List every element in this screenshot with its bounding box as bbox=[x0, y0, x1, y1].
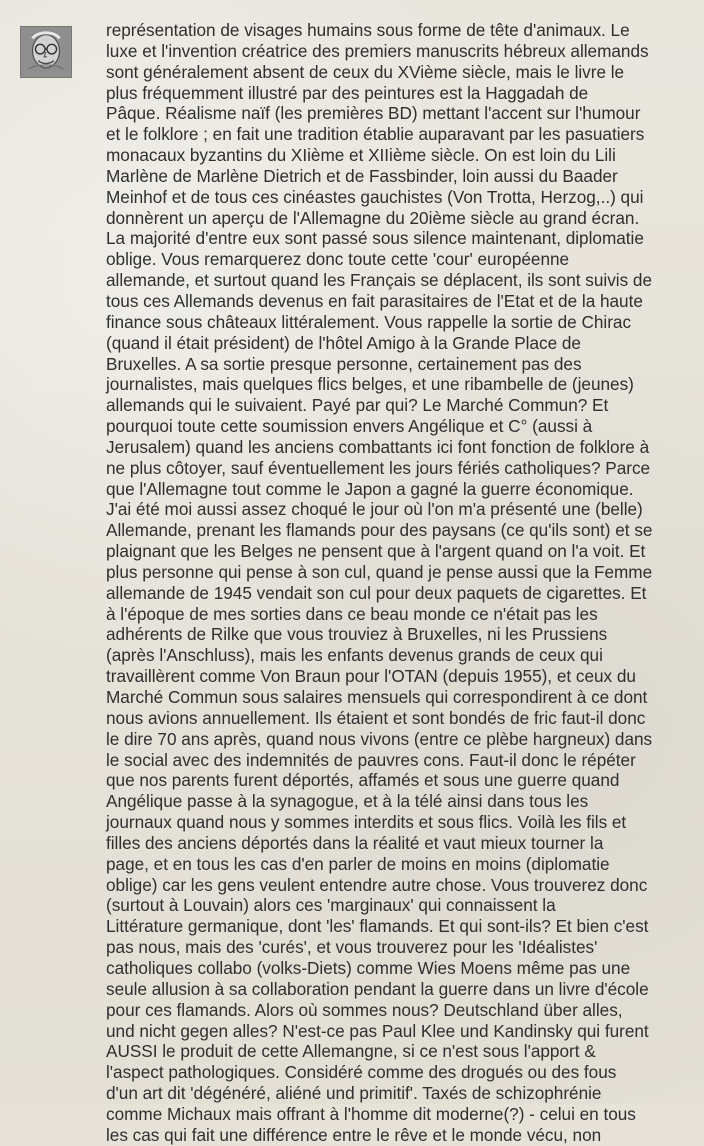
text-line: Marché Commun sous salaires mensuels qui correspondirent à ce dont bbox=[106, 687, 648, 707]
author-avatar bbox=[20, 26, 72, 78]
text-line: sont généralement absent de ceux du XVième siècle, mais le livre le bbox=[106, 61, 625, 82]
text-line: filles des anciens déportés dans la réalité et vaut mieux tourner la bbox=[106, 832, 604, 853]
text-line: pourquoi toute cette soumission envers Angélique et C° (aussi à bbox=[106, 416, 593, 437]
text-line: pour ces flamands. Alors où sommes nous? Deutschland über alles, bbox=[106, 999, 623, 1020]
text-line: page, et en tous les cas d'en parler de moins en moins (diplomatie bbox=[106, 853, 610, 874]
text-line: (après l'Anschluss), mais les enfants devenus grands de ceux qui bbox=[106, 645, 603, 666]
text-line: finance sous châteaux littéralement. Vous rappelle la sortie de Chirac bbox=[106, 311, 632, 332]
text-line: plus personne qui pense à son cul, quand je pense aussi que la Femme bbox=[106, 561, 653, 582]
text-line: Meinhof et de tous ces cinéastes gauchistes (Von Trotta, Herzog,..) qui bbox=[106, 186, 644, 207]
text-line: oblige) car les gens veulent entendre autre chose. Vous trouverez donc bbox=[106, 874, 648, 895]
text-line: (surtout à Louvain) alors ces 'marginaux' qui connaissent la bbox=[106, 895, 556, 916]
text-line: journalistes, mais quelques flics belges, et une ribambelle de (jeunes) bbox=[106, 374, 634, 395]
text-line: allemande de 1945 vendait son cul pour deux paquets de cigarettes. Et bbox=[106, 582, 647, 603]
text-line: Marlène de Marlène Dietrich et de Fassbinder, loin aussi du Baader bbox=[106, 165, 618, 186]
text-line: La majorité d'entre eux sont passé sous silence maintenant, diplomatie bbox=[106, 228, 644, 249]
text-line: tous ces Allemands devenus en fait parasitaires de l'Etat et de la haute bbox=[106, 290, 643, 311]
text-line: d'un art dit 'dégénéré, aliéné und primitif'. Taxés de schizophrénie bbox=[106, 1083, 602, 1104]
text-line: le social avec des indemnités de pauvres cons. Faut-il donc le répéter bbox=[106, 749, 636, 770]
text-line: et le folklore ; en fait une tradition établie auparavant par les pasuatiers bbox=[106, 124, 645, 145]
text-line: catholiques collabo (volks-Diets) comme Wies Moens même pas une bbox=[106, 957, 631, 978]
text-line: représentation de visages humains sous forme de tête d'animaux. Le bbox=[106, 20, 630, 40]
text-line: adhérents de Rilke que vous trouviez à Bruxelles, ni les Prussiens bbox=[106, 624, 608, 645]
text-line: Jerusalem) quand les anciens combattants ici font fonction de folklore à bbox=[106, 436, 650, 457]
text-line: Bruxelles. A sa sortie presque personne, certainement pas des bbox=[106, 353, 582, 374]
text-line: allemands qui le suivaient. Payé par qui? Le Marché Commun? Et bbox=[106, 395, 609, 416]
text-line: le dire 70 ans après, quand nous vivons (entre ce plèbe hargneux) dans bbox=[106, 728, 653, 749]
text-line: plaignant que les Belges ne pensent que à l'argent quand on l'a voit. Et bbox=[106, 541, 646, 562]
text-line: donnèrent un aperçu de l'Allemagne du 20ième siècle au grand écran. bbox=[106, 207, 640, 228]
text-line: seule allusion à sa collaboration pendant la guerre dans un livre d'école bbox=[106, 978, 649, 999]
text-line: luxe et l'invention créatrice des premiers manuscrits hébreux allemands bbox=[106, 40, 649, 61]
body-text bbox=[106, 20, 698, 1146]
text-line: plus fréquemment illustré par des peintures est la Haggadah de bbox=[106, 82, 589, 103]
text-line: Pâque. Réalisme naïf (les premières BD) mettant l'accent sur l'humour bbox=[106, 103, 641, 124]
text-line: que l'Allemagne tout comme le Japon a gagné la guerre économique. bbox=[106, 478, 634, 499]
text-line: (quand il était président) de l'hôtel Amigo à la Grande Place de bbox=[106, 332, 581, 353]
text-line: AUSSI le produit de cette Allemangne, si ce n'est sous l'apport & bbox=[106, 1041, 596, 1062]
text-line: allemande, et surtout quand les Français se déplacent, ils sont suivis de bbox=[106, 270, 652, 291]
text-line: monacaux byzantins du XIième et XIIième siècle. On est loin du Lili bbox=[106, 145, 616, 166]
text-line: Littérature germanique, dont 'les' flamands. Et qui sont-ils? Et bien c'est bbox=[106, 916, 649, 937]
text-line: pas nous, mais des 'curés', et vous trouverez pour les 'Idéalistes' bbox=[106, 937, 598, 958]
text-line: ne plus côtoyer, sauf éventuellement les jours fériés catholiques? Parce bbox=[106, 457, 651, 478]
text-line: travaillèrent comme Von Braun pour l'OTAN (depuis 1955), et ceux du bbox=[106, 666, 636, 687]
text-line: oblige. Vous remarquerez donc toute cette 'cour' européenne bbox=[106, 249, 570, 270]
text-line: que nos parents furent déportés, affamés et sous une guerre quand bbox=[106, 770, 620, 791]
portrait-icon bbox=[21, 27, 71, 77]
text-line: Allemande, prenant les flamands pour des paysans (ce qu'ils sont) et se bbox=[106, 520, 653, 541]
text-line: l'aspect pathologiques. Considéré comme des drogués ou des fous bbox=[106, 1062, 617, 1083]
text-line: à l'époque de mes sorties dans ce beau monde ce n'était pas les bbox=[106, 603, 598, 624]
text-line: comme Michaux mais offrant à l'homme dit moderne(?) - celui en tous bbox=[106, 1103, 636, 1124]
text-line: les cas qui fait une différence entre le rêve et le monde vécu, non bbox=[106, 1124, 602, 1145]
text-line: Angélique passe à la synagogue, et à la télé ainsi dans tous les bbox=[106, 791, 589, 812]
text-line: und nicht gegen alles? N'est-ce pas Paul Klee und Kandinsky qui furent bbox=[106, 1020, 649, 1041]
text-line: nous avions annuellement. Ils étaient et sont bondés de fric faut-il donc bbox=[106, 707, 646, 728]
text-line: journaux quand nous y sommes interdits et sous flics. Voilà les fils et bbox=[106, 812, 627, 833]
text-line: J'ai été moi aussi assez choqué le jour où l'on m'a présenté une (belle) bbox=[106, 499, 643, 520]
